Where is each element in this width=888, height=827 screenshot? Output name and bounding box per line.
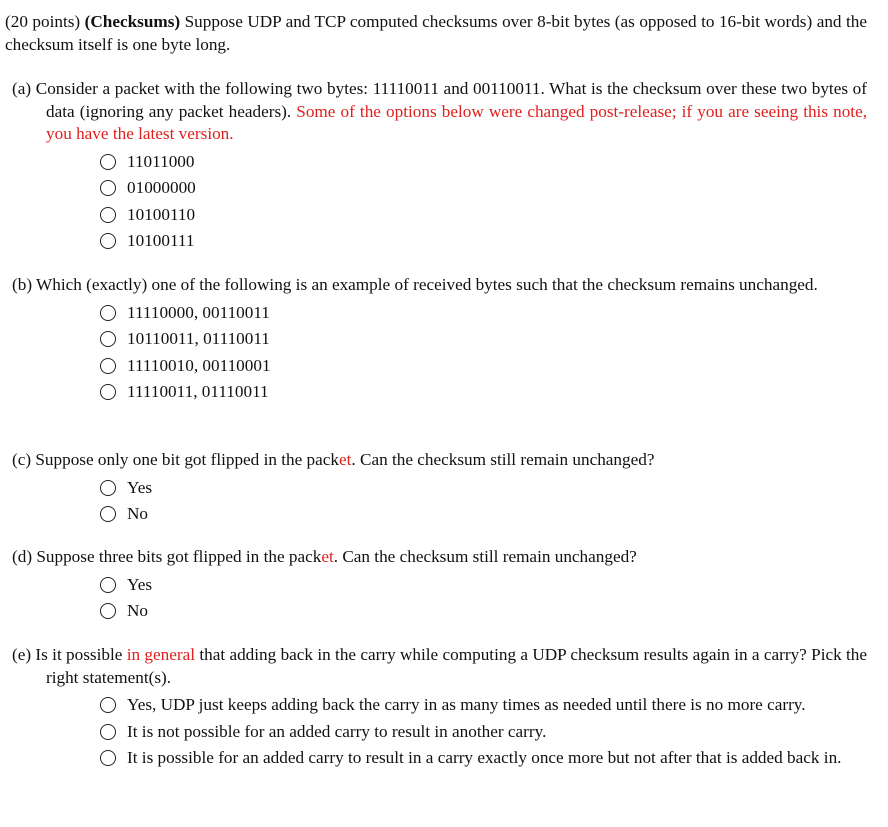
radio-button[interactable] <box>100 697 116 713</box>
part-d-question: Suppose three bits got flipped in the pack <box>36 547 322 566</box>
option-b-2[interactable]: 10110011, 01110011 <box>100 328 867 355</box>
option-a-2[interactable]: 01000000 <box>100 177 867 204</box>
option-b-4[interactable]: 11110011, 01110011 <box>100 381 867 408</box>
part-d-options <box>12 574 867 627</box>
part-d-label: (d) <box>12 547 33 566</box>
part-b-options <box>12 302 867 408</box>
option-e-2[interactable]: It is not possible for an added carry to result in another carry. <box>100 721 867 744</box>
option-e-3[interactable]: It is possible for an added carry to result in a carry exactly once more but not after that is added back in. <box>100 747 867 770</box>
part-c-label: (c) <box>12 450 32 469</box>
radio-button[interactable] <box>100 384 116 400</box>
question-intro <box>5 11 867 56</box>
part-a-options <box>12 151 867 257</box>
part-e-question: Is it possible <box>35 645 123 664</box>
radio-button[interactable] <box>100 750 116 766</box>
radio-button[interactable] <box>100 207 116 223</box>
part-c <box>12 449 867 530</box>
part-d-highlight: et <box>321 547 334 566</box>
part-e-highlight: in general <box>126 645 196 664</box>
part-e-label: (e) <box>12 645 32 664</box>
option-c-no[interactable]: No <box>100 503 867 530</box>
radio-button[interactable] <box>100 331 116 347</box>
part-b-question: Which (exactly) one of the following is an example of received bytes such that the checksum remains unchanged. <box>36 275 818 294</box>
radio-button[interactable] <box>100 480 116 496</box>
part-d-question-end: . Can the checksum still remain unchanged? <box>333 547 637 566</box>
radio-button[interactable] <box>100 154 116 170</box>
part-e-question-end: that adding back in the carry while computing a UDP checksum results again in a carry? Pick the right statement(s). <box>46 645 868 687</box>
radio-button[interactable] <box>100 358 116 374</box>
option-a-3[interactable]: 10100110 <box>100 204 867 231</box>
part-a <box>12 78 867 257</box>
points-label: (20 points) <box>5 12 81 31</box>
part-c-options <box>12 477 867 530</box>
part-e <box>12 644 867 774</box>
option-b-3[interactable]: 11110010, 00110001 <box>100 355 867 382</box>
part-d <box>12 546 867 627</box>
radio-button[interactable] <box>100 305 116 321</box>
radio-button[interactable] <box>100 233 116 249</box>
intro-text: Suppose UDP and TCP computed checksums over 8-bit bytes (as opposed to 16-bit words) and the checksum itself is one byte long. <box>5 12 867 54</box>
part-a-question: Consider a packet with the following two bytes: 11110011 and 00110011. What is the checksum over these two bytes of data (ignoring any packet headers). <box>35 79 867 121</box>
radio-button[interactable] <box>100 180 116 196</box>
radio-button[interactable] <box>100 577 116 593</box>
part-c-question: Suppose only one bit got flipped in the pack <box>35 450 339 469</box>
option-a-4[interactable]: 10100111 <box>100 230 867 257</box>
part-b <box>12 274 867 408</box>
option-c-yes[interactable]: Yes <box>100 477 867 504</box>
option-e-1[interactable]: Yes, UDP just keeps adding back the carry in as many times as needed until there is no more carry. <box>100 694 867 717</box>
option-d-yes[interactable]: Yes <box>100 574 867 601</box>
radio-button[interactable] <box>100 603 116 619</box>
part-c-question-end: . Can the checksum still remain unchanged? <box>351 450 655 469</box>
part-c-highlight: et <box>338 450 352 469</box>
part-b-label: (b) <box>12 275 33 294</box>
topic-label: (Checksums) <box>84 12 181 31</box>
radio-button[interactable] <box>100 724 116 740</box>
option-a-1[interactable]: 11011000 <box>100 151 867 178</box>
part-e-options <box>12 694 867 770</box>
option-b-1[interactable]: 11110000, 00110011 <box>100 302 867 329</box>
part-a-label: (a) <box>12 79 32 98</box>
part-a-note: Some of the options below were changed post-release; if you are seeing this note, you have the latest version. <box>46 101 868 143</box>
radio-button[interactable] <box>100 506 116 522</box>
option-d-no[interactable]: No <box>100 600 867 627</box>
